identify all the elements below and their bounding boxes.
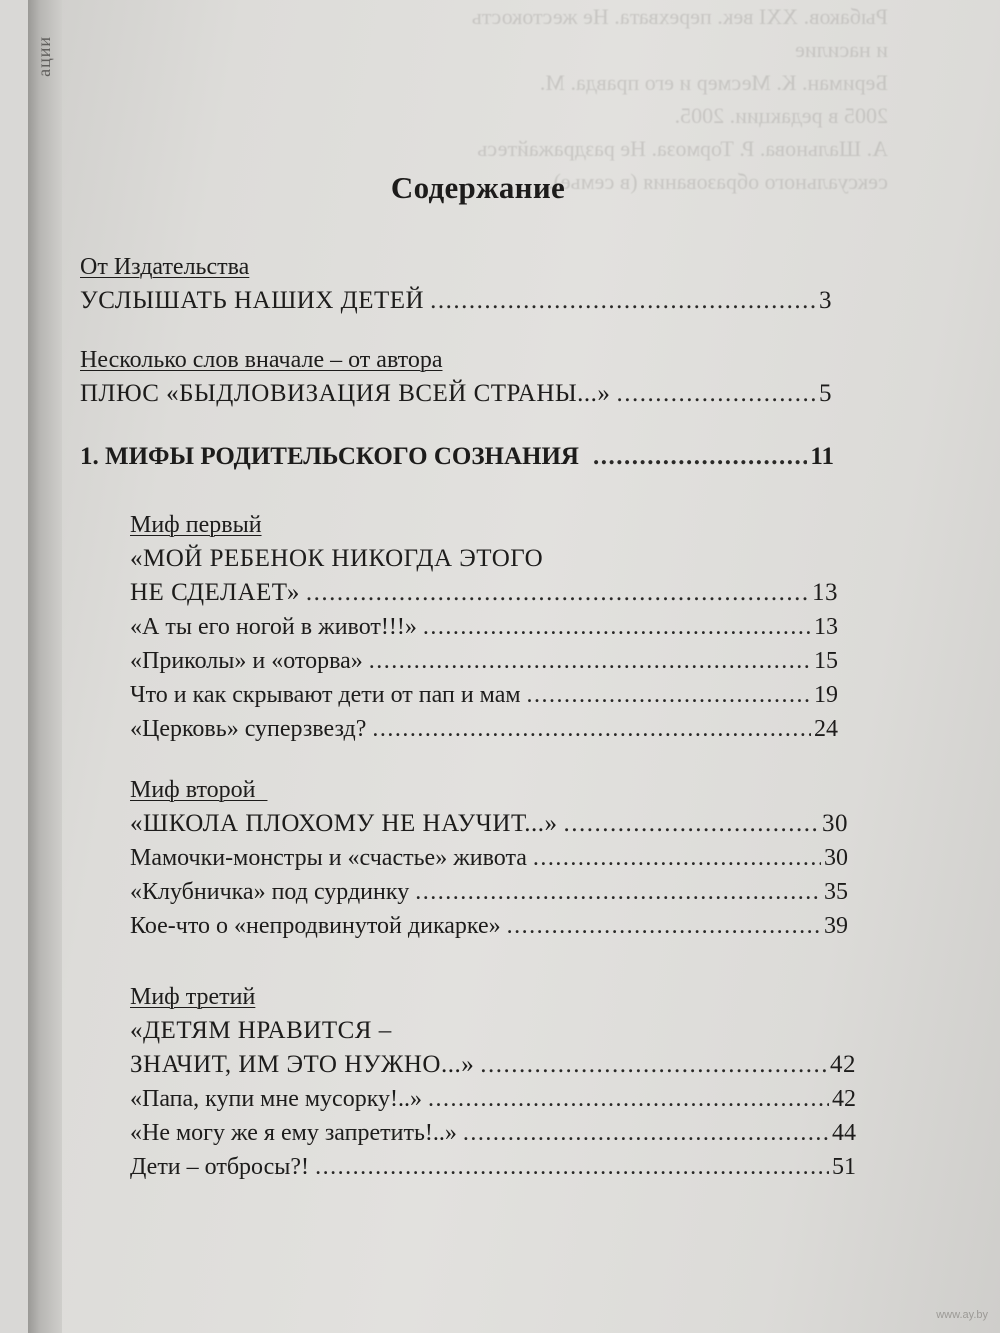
toc-entry[interactable]: [130, 841, 848, 875]
toc-entry[interactable]: [130, 1150, 856, 1184]
dot-leader: [563, 807, 819, 841]
section-label: Несколько слов вначале – от автора: [80, 347, 443, 373]
section-label: От Издательства: [80, 254, 250, 280]
bleed-line: Рыбаков. XXI век. перехвата. Не жестокость: [471, 4, 888, 29]
toc-entry[interactable]: [80, 377, 832, 411]
page-number: 44: [832, 1120, 856, 1146]
toc-entry[interactable]: [130, 610, 838, 644]
page-number: 11: [810, 443, 834, 470]
page-number: 42: [830, 1051, 856, 1078]
toc-entry[interactable]: [130, 807, 848, 841]
entry-title: «Не могу же я ему запретить!..»: [130, 1120, 457, 1146]
toc-entry[interactable]: [130, 1048, 856, 1082]
toc-entry[interactable]: [130, 1082, 856, 1116]
dot-leader: [423, 610, 811, 644]
spine-text: ации: [34, 36, 54, 77]
entry-title: НЕ СДЕЛАЕТ»: [130, 579, 300, 606]
toc-section-myth-1: [130, 508, 838, 746]
page-number: 15: [814, 648, 838, 674]
page-number: 19: [814, 682, 838, 708]
toc-section-author: [80, 343, 832, 411]
bleed-line: и насилие: [795, 37, 888, 62]
toc-entry[interactable]: [130, 875, 848, 909]
page-number: 5: [819, 380, 832, 407]
dot-leader: [306, 576, 809, 610]
dot-leader: [527, 678, 811, 712]
bleed-through-text: [128, 0, 888, 198]
bleed-line: 2005 в редакции. 2005.: [674, 103, 888, 128]
dot-leader: [415, 875, 821, 909]
entry-title: Кое-что о «непродвинутой дикарке»: [130, 913, 501, 939]
entry-title: ПЛЮС «БЫДЛОВИЗАЦИЯ ВСЕЙ СТРАНЫ...»: [80, 380, 611, 407]
bleed-line: А. Шальнова. Р. Тормоза. Не раздражайтесь: [477, 136, 888, 161]
page-number: 35: [824, 879, 848, 905]
toc-entry[interactable]: [80, 284, 832, 318]
toc-chapter-1: [80, 440, 834, 474]
toc-section-publisher: [80, 250, 832, 318]
page-number: 13: [812, 579, 838, 606]
entry-title: «Приколы» и «оторва»: [130, 648, 363, 674]
entry-title: Что и как скрывают дети от пап и мам: [130, 682, 521, 708]
entry-title: Мамочки-монстры и «счастье» живота: [130, 845, 527, 871]
page-number: 39: [824, 913, 848, 939]
watermark: www.ay.by: [936, 1309, 988, 1321]
entry-title: 1. МИФЫ РОДИТЕЛЬСКОГО СОЗНАНИЯ: [80, 443, 579, 470]
entry-title: «Папа, купи мне мусорку!..»: [130, 1086, 423, 1112]
dot-leader: [430, 284, 816, 318]
dot-leader: [369, 644, 811, 678]
section-label: Миф второй: [130, 777, 268, 803]
section-label: Миф первый: [130, 512, 262, 538]
page-number: 30: [824, 845, 848, 871]
entry-title: «ШКОЛА ПЛОХОМУ НЕ НАУЧИТ...»: [130, 810, 558, 837]
entry-title: «Церковь» суперзвезд?: [130, 716, 367, 742]
heading-line: «ДЕТЯМ НРАВИТСЯ –: [130, 1017, 392, 1044]
dot-leader: [616, 377, 816, 411]
page-number: 13: [814, 614, 838, 640]
toc-section-myth-3: [130, 980, 856, 1184]
heading-line: «МОЙ РЕБЕНОК НИКОГДА ЭТОГО: [130, 545, 544, 572]
toc-entry[interactable]: [130, 576, 838, 610]
dot-leader: [507, 909, 821, 943]
entry-title: «Клубничка» под сурдинку: [130, 879, 410, 905]
page-number: 30: [822, 810, 848, 837]
toc-entry[interactable]: [130, 644, 838, 678]
entry-title: «А ты его ногой в живот!!!»: [130, 614, 417, 640]
page-number: 51: [832, 1154, 856, 1180]
entry-title: УСЛЫШАТЬ НАШИХ ДЕТЕЙ: [80, 287, 425, 314]
book-page: [28, 0, 1000, 1333]
toc-entry[interactable]: [130, 1116, 856, 1150]
dot-leader: [593, 440, 807, 474]
toc-entry[interactable]: [130, 712, 838, 746]
dot-leader: [463, 1116, 829, 1150]
dot-leader: [428, 1082, 829, 1116]
dot-leader: [372, 712, 811, 746]
bleed-line: Бериман. К. Месмер и его правда. М.: [539, 70, 888, 95]
page-number: 42: [832, 1086, 856, 1112]
dot-leader: [480, 1048, 827, 1082]
bleed-line: сексуального образования (в семье).: [548, 169, 888, 194]
page-number: 3: [819, 287, 832, 314]
page-number: 24: [814, 716, 838, 742]
dot-leader: [533, 841, 821, 875]
toc-entry[interactable]: [130, 909, 848, 943]
toc-entry[interactable]: [130, 678, 838, 712]
toc-entry[interactable]: [80, 440, 834, 474]
dot-leader: [315, 1150, 829, 1184]
entry-title: Дети – отбросы?!: [130, 1154, 310, 1180]
section-label: Миф третий: [130, 984, 256, 1010]
page-title: Содержание: [390, 170, 566, 205]
entry-title: ЗНАЧИТ, ИМ ЭТО НУЖНО...»: [130, 1051, 475, 1078]
toc-section-myth-2: [130, 773, 848, 943]
